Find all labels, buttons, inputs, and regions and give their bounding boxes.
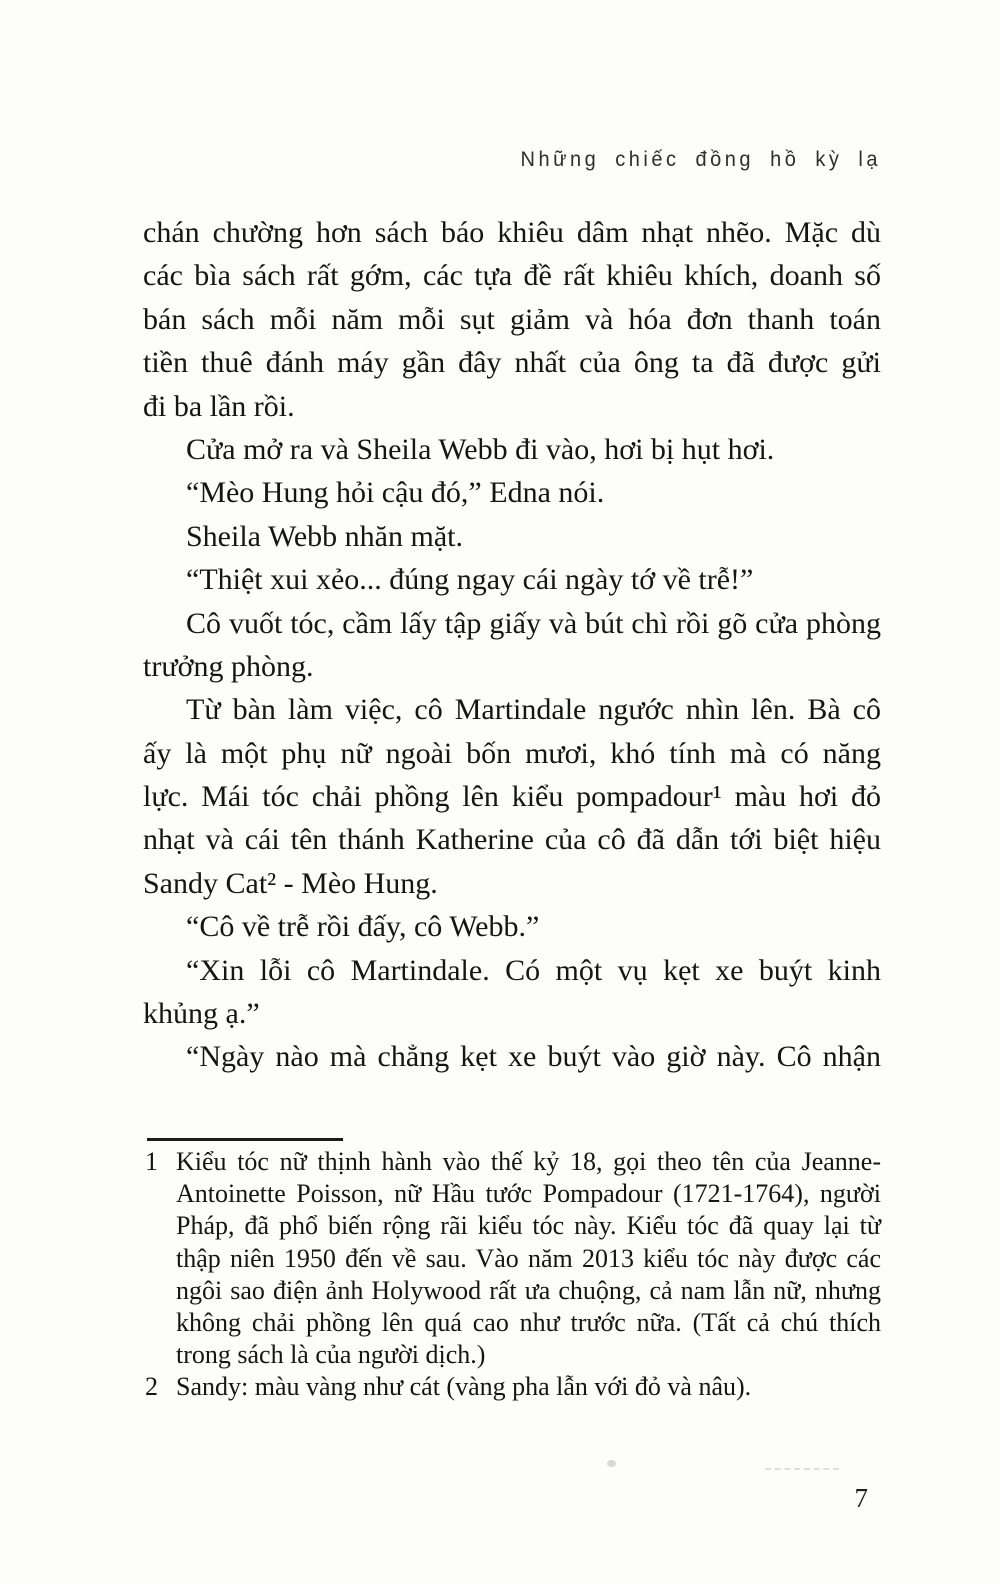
body-line: Từ bàn làm việc, cô Martindale ngước nhìn lên. Bà cô: [186, 693, 881, 727]
body-line: Cửa mở ra và Sheila Webb đi vào, hơi bị hụt hơi.: [186, 432, 775, 466]
footnote-marker: [145, 1210, 176, 1242]
body-line: Cô vuốt tóc, cầm lấy tập giấy và bút chì rồi gõ cửa phòng: [186, 606, 881, 640]
body-line: “Ngày nào mà chẳng kẹt xe buýt vào giờ này. Cô nhận: [186, 1040, 881, 1074]
footnote-line: [145, 1146, 881, 1178]
footnote-line: [145, 1339, 881, 1371]
footnote-line: [145, 1243, 881, 1275]
footnote-text: Pháp, đã phổ biến rộng rãi kiểu tóc này. Kiểu tóc đã quay lại từ: [176, 1211, 881, 1241]
footnote-text: ngôi sao điện ảnh Holywood rất ưa chuộng, cả nam lẫn nữ, nhưng: [176, 1275, 881, 1305]
footnote-marker: 1: [145, 1147, 158, 1176]
footnote-line: [145, 1210, 881, 1242]
body-line: “Thiệt xui xẻo... đúng ngay cái ngày tớ về trễ!”: [186, 563, 754, 597]
page-number: 7: [854, 1483, 868, 1513]
body-line: chán chường hơn sách báo khiêu dâm nhạt nhẽo. Mặc dù: [143, 216, 881, 249]
running-header: Những chiếc đồng hồ kỳ lạ: [520, 148, 881, 172]
footnote-marker: [145, 1243, 176, 1275]
body-line: các bìa sách rất gớm, các tựa đề rất khiêu khích, doanh số: [143, 259, 881, 293]
body-line: Sandy Cat² - Mèo Hung.: [143, 866, 438, 900]
body-line: ấy là một phụ nữ ngoài bốn mươi, khó tính mà có năng: [143, 736, 881, 770]
body-line: Sheila Webb nhăn mặt.: [186, 519, 463, 553]
footnote-text: Antoinette Poisson, nữ Hầu tước Pompadour (1721-1764), người: [176, 1179, 881, 1209]
footnote-text: Kiểu tóc nữ thịnh hành vào thế kỷ 18, gọi theo tên của Jeanne-: [176, 1147, 881, 1176]
body-line: “Mèo Hung hỏi cậu đó,” Edna nói.: [186, 476, 605, 510]
body-line: “Xin lỗi cô Martindale. Có một vụ kẹt xe buýt kinh: [186, 953, 881, 987]
footnote-line: [145, 1178, 881, 1210]
footnote-divider: [147, 1138, 343, 1141]
footnote-marker: [145, 1275, 176, 1307]
body-line: trưởng phòng.: [143, 649, 314, 683]
footnote-line: [145, 1307, 881, 1339]
footnotes: [145, 1146, 881, 1404]
body-line: “Cô về trễ rồi đấy, cô Webb.”: [186, 910, 540, 944]
footnote-marker: 2: [145, 1372, 158, 1402]
footnote-marker: [145, 1339, 176, 1371]
body-line: bán sách mỗi năm mỗi sụt giảm và hóa đơn thanh toán: [143, 302, 881, 336]
body-line: lực. Mái tóc chải phồng lên kiểu pompadour¹ màu hơi đỏ: [143, 780, 881, 814]
footnote-marker: [145, 1307, 176, 1339]
body-line: đi ba lần rồi.: [143, 389, 295, 423]
footnote-text: Sandy: màu vàng như cát (vàng pha lẫn với đỏ và nâu).: [176, 1372, 752, 1402]
footnote-text: trong sách là của người dịch.): [176, 1340, 486, 1370]
footnote-line: [145, 1371, 881, 1403]
footnote-text: thập niên 1950 đến về sau. Vào năm 2013 kiểu tóc này được các: [176, 1243, 881, 1273]
footnote-marker: [145, 1178, 176, 1210]
scan-artifact: [607, 1460, 616, 1467]
body-line: tiền thuê đánh máy gần đây nhất của ông ta đã được gửi: [143, 346, 881, 380]
body-line: nhạt và cái tên thánh Katherine của cô đã dẫn tới biệt hiệu: [143, 823, 881, 857]
footnote-line: [145, 1275, 881, 1307]
body-text: [143, 211, 881, 1079]
body-line: khủng ạ.”: [143, 997, 260, 1031]
footnote-text: không chải phồng lên quá cao như trước nữa. (Tất cả chú thích: [176, 1307, 881, 1337]
scan-artifact: [765, 1468, 839, 1470]
